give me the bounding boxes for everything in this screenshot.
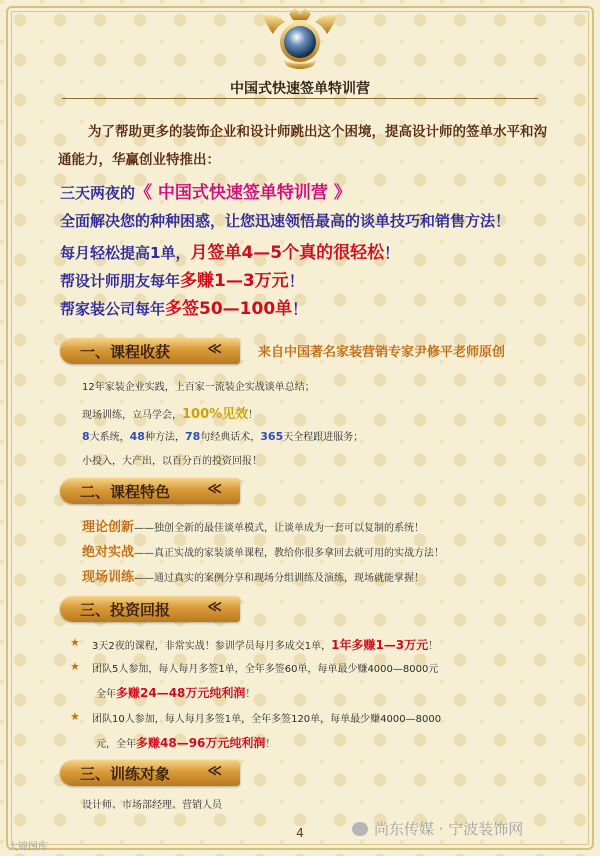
feature-term: 绝对实战 <box>82 545 135 560</box>
gain-item-3 <box>82 428 363 443</box>
chevron-double-left-icon: ≪ <box>207 763 222 779</box>
gain-text: 种方法， <box>144 432 185 443</box>
return-item-3-cont <box>96 734 275 751</box>
star-icon: ★ <box>70 636 80 649</box>
return-emphasis: 多赚48—96万元纯利润 <box>136 736 266 750</box>
section-header-returns <box>60 596 240 622</box>
chevron-double-left-icon: ≪ <box>207 341 222 357</box>
intro-paragraph: 为了帮助更多的装饰企业和设计师跳出这个困境，提高设计师的签单水平和沟通能力，华赢创业特推出： <box>58 124 547 168</box>
section-title: 三、训练对象 <box>80 765 171 783</box>
gain-number: 365 <box>260 430 284 443</box>
gain-text: 句经典话术， <box>200 432 261 443</box>
watermark-left: 大锦图库 <box>8 842 48 853</box>
star-icon: ★ <box>70 710 80 723</box>
gain-emphasis: 100%见效 <box>182 407 249 422</box>
chevron-double-left-icon: ≪ <box>207 481 222 497</box>
return-text: ！ <box>245 689 256 700</box>
gain-number: 78 <box>184 430 201 443</box>
highlight-line-5 <box>60 294 307 319</box>
highlight-text: ！ <box>292 300 308 318</box>
feature-item-3 <box>82 566 424 585</box>
section-title: 三、投资回报 <box>80 601 171 619</box>
section-header-target <box>60 760 240 786</box>
gain-text: 天全程跟进服务； <box>283 432 364 443</box>
feature-item-1 <box>82 516 424 535</box>
return-emphasis: 多赚24—48万元纯利润 <box>116 686 246 700</box>
return-item-3: 团队10人参加，每人每月多签1单，全年多签120单，每单最少赚4000—8000 <box>92 714 442 725</box>
section-header-gains <box>60 338 240 364</box>
watermark-right <box>352 818 523 839</box>
return-emphasis: 1年多赚1—3万元 <box>331 638 429 652</box>
feature-term: 理论创新 <box>82 520 135 535</box>
course-name: 《 中国式快速签单特训营 》 <box>135 183 351 203</box>
highlight-line-2: 全面解决您的种种困惑，让您迅速领悟最高的谈单技巧和销售方法！ <box>60 212 511 230</box>
return-text: ！ <box>265 739 276 750</box>
title-divider <box>62 98 538 99</box>
return-item-2-cont <box>96 684 255 701</box>
feature-desc: ——真正实战的家装谈单课程，教给你很多拿回去就可用的实战方法！ <box>134 548 445 559</box>
gain-item-2 <box>82 403 258 422</box>
gain-number: 48 <box>129 430 145 443</box>
feature-desc: ——通过真实的案例分享和现场分组训练及演练，现场就能掌握！ <box>134 573 425 584</box>
section-title: 一、课程收获 <box>80 343 171 361</box>
gain-number: 8 <box>82 430 90 443</box>
return-text: 元，全年 <box>96 739 136 750</box>
target-audience: 设计师、市场部经理、营销人员 <box>82 800 222 811</box>
page-title: 中国式快速签单特训营 <box>230 81 370 97</box>
watermark-text: 尚东传媒 · 宁波装饰网 <box>374 820 524 838</box>
gain-text: 大系统， <box>89 432 130 443</box>
feature-item-2 <box>82 541 444 560</box>
page-number: 4 <box>296 826 304 840</box>
return-text: 3天2夜的课程，非常实战！参训学员每月多成交1单， <box>92 641 332 652</box>
feature-term: 现场训练 <box>82 570 135 585</box>
highlight-text: 帮家装公司每年 <box>60 300 166 318</box>
highlight-line-1 <box>60 178 351 203</box>
crest-emblem-icon <box>255 6 345 72</box>
return-item-1 <box>92 636 438 653</box>
highlight-text: 每月轻松提高1单， <box>60 244 191 262</box>
return-item-2: 团队5人参加，每人每月多签1单，全年多签60单，每单最少赚4000—8000元 <box>92 664 439 675</box>
feature-desc: ——独创全新的最佳谈单模式，让谈单成为一套可以复制的系统！ <box>134 523 425 534</box>
highlight-emphasis: 月签单4—5个真的很轻松 <box>190 243 385 263</box>
highlight-text: 三天两夜的 <box>60 184 136 202</box>
return-text: 全年 <box>96 689 116 700</box>
highlight-emphasis: 多赚1—3万元 <box>180 271 289 291</box>
highlight-line-3 <box>60 238 399 263</box>
highlight-emphasis: 多签50—100单 <box>165 299 293 319</box>
section-header-features <box>60 478 240 504</box>
section-title: 二、课程特色 <box>80 483 171 501</box>
gain-item-4: 小投入，大产出，以百分百的投资回报！ <box>82 456 262 467</box>
highlight-line-4 <box>60 266 304 291</box>
course-source: 来自中国著名家装营销专家尹修平老师原创 <box>258 345 506 360</box>
gain-item-1: 12年家装企业实践，上百家一流装企实战谈单总结； <box>82 382 315 393</box>
gain-text: ！ <box>248 410 259 421</box>
chevron-double-left-icon: ≪ <box>207 599 222 615</box>
gain-text: 现场训练，立马学会， <box>82 410 182 421</box>
highlight-text: ！ <box>384 244 400 262</box>
highlight-text: ！ <box>288 272 304 290</box>
return-text: ！ <box>428 641 439 652</box>
highlight-text: 帮设计师朋友每年 <box>60 272 181 290</box>
wechat-icon <box>352 822 368 836</box>
star-icon: ★ <box>70 660 80 673</box>
